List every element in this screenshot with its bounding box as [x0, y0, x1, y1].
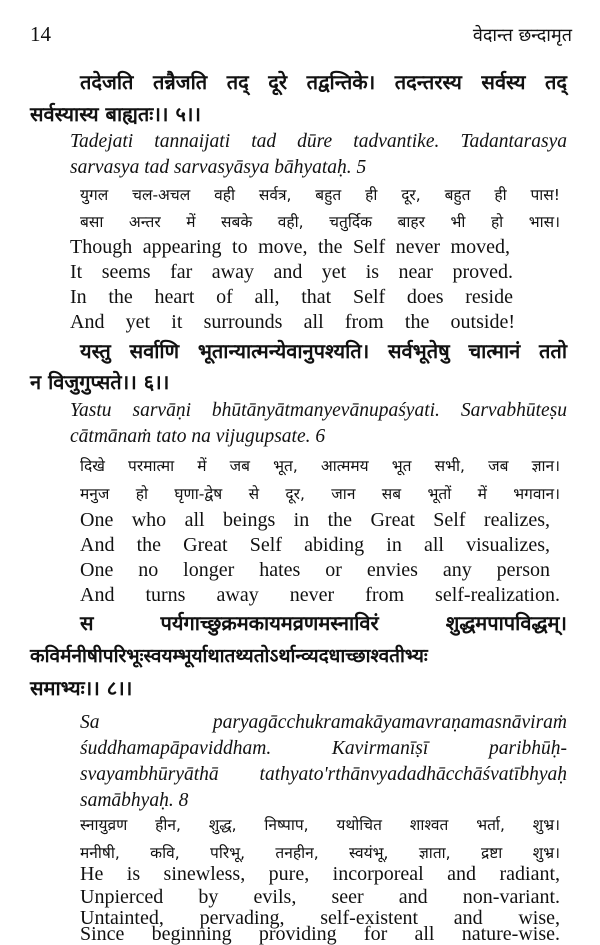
verse8-transliteration-line-2: śuddhamapāpaviddham. Kavirmanīṣī paribhūḥ- — [80, 738, 567, 759]
verse5-english-line-3: In the heart of all, that Self does reside — [70, 286, 513, 308]
verse5-english-line-2: It seems far away and yet is near proved. — [70, 261, 513, 283]
verse8-transliteration-line-4: samābhyaḥ. 8 — [80, 790, 189, 811]
verse6-english-line-3: One no longer hates or envies any person — [80, 559, 550, 581]
running-title: वेदान्त छन्दामृत — [472, 25, 572, 46]
verse8-english-line-1: He is sinewless, pure, incorporeal and radiant, — [80, 863, 560, 885]
verse8-hindi-line-1: स्नायुव्रण हीन, शुद्ध, निष्पाप, यथोचित शाश्वत भर्ता, शुभ्र। — [80, 816, 560, 834]
verse6-transliteration-line-1: Yastu sarvāṇi bhūtānyātmanyevānupaśyati. Sarvabhūteṣu — [70, 400, 567, 421]
verse8-english-line-3: Untainted, pervading, self-existent and wise, — [80, 907, 560, 929]
verse8-sanskrit-line-1: स पर्यगाच्छुक्रमकायमव्रणमस्नाविरं शुद्धमपापविद्धम्। — [80, 611, 567, 635]
verse5-hindi-line-2: बसा अन्तर में सबके वही, चतुर्दिक बाहर भी हो भास। — [80, 213, 560, 231]
page-header — [30, 22, 572, 48]
verse8-hindi-line-2: मनीषी, कवि, परिभू, तनहीन, स्वयंभू, ज्ञाता, द्रष्टा शुभ्र। — [80, 844, 560, 862]
verse6-transliteration-line-2: cātmānaṁ tato na vijugupsate. 6 — [70, 426, 326, 447]
verse5-sanskrit-line-1: तदेजति तन्नैजति तद् दूरे तद्वन्तिके। तदन्तरस्य सर्वस्य तद् — [80, 70, 567, 94]
verse6-hindi-line-1: दिखे परमात्मा में जब भूत, आत्ममय भूत सभी, जब ज्ञान। — [80, 457, 560, 475]
verse5-hindi-line-1: युगल चल-अचल वही सर्वत्र, बहुत ही दूर, बहुत ही पास! — [80, 186, 560, 204]
verse6-english-line-1: One who all beings in the Great Self realizes, — [80, 509, 550, 531]
verse5-english-line-1: Though appearing to move, the Self never moved, — [70, 236, 510, 258]
verse5-english-line-4: And yet it surrounds all from the outside! — [70, 311, 515, 333]
verse6-sanskrit-line-1: यस्तु सर्वाणि भूतान्यात्मन्येवानुपश्यति। सर्वभूतेषु चात्मानं ततो — [80, 339, 567, 363]
verse8-sanskrit-line-2: कविर्मनीषीपरिभूःस्वयम्भूर्याथातथ्यतोऽर्थान्व्यदधाच्छाश्वतीभ्यः — [30, 645, 428, 667]
verse6-hindi-line-2: मनुज हो घृणा-द्वेष से दूर, जान सब भूतों में भगवान। — [80, 485, 560, 503]
verse5-transliteration-line-2: sarvasya tad sarvasyāsya bāhyataḥ. 5 — [70, 157, 367, 178]
verse6-english-line-4: And turns away never from self-realization. — [80, 584, 560, 606]
page-number: 14 — [30, 22, 51, 46]
verse5-sanskrit-line-2: सर्वस्यास्य बाह्यतः।। ५।। — [30, 102, 202, 126]
verse8-sanskrit-line-3: समाभ्यः।। ८।। — [30, 676, 133, 700]
verse5-transliteration-line-1: Tadejati tannaijati tad dūre tadvantike. Tadantarasya — [70, 131, 567, 152]
verse8-transliteration-line-3: svayambhūryāthā tathyato'rthānvyadadhācchāśvatībhyaḥ — [80, 764, 567, 785]
verse8-transliteration-line-1: Sa paryagācchukramakāyamavraṇamasnāviraṁ — [80, 712, 567, 733]
verse6-sanskrit-line-2: न विजुगुप्सते।। ६।। — [30, 370, 170, 394]
verse8-english-line-2: Unpierced by evils, seer and non-variant. — [80, 886, 560, 908]
verse6-english-line-2: And the Great Self abiding in all visualizes, — [80, 534, 550, 556]
verse8-english-line-4: Since beginning providing for all nature-wise. — [80, 923, 560, 945]
